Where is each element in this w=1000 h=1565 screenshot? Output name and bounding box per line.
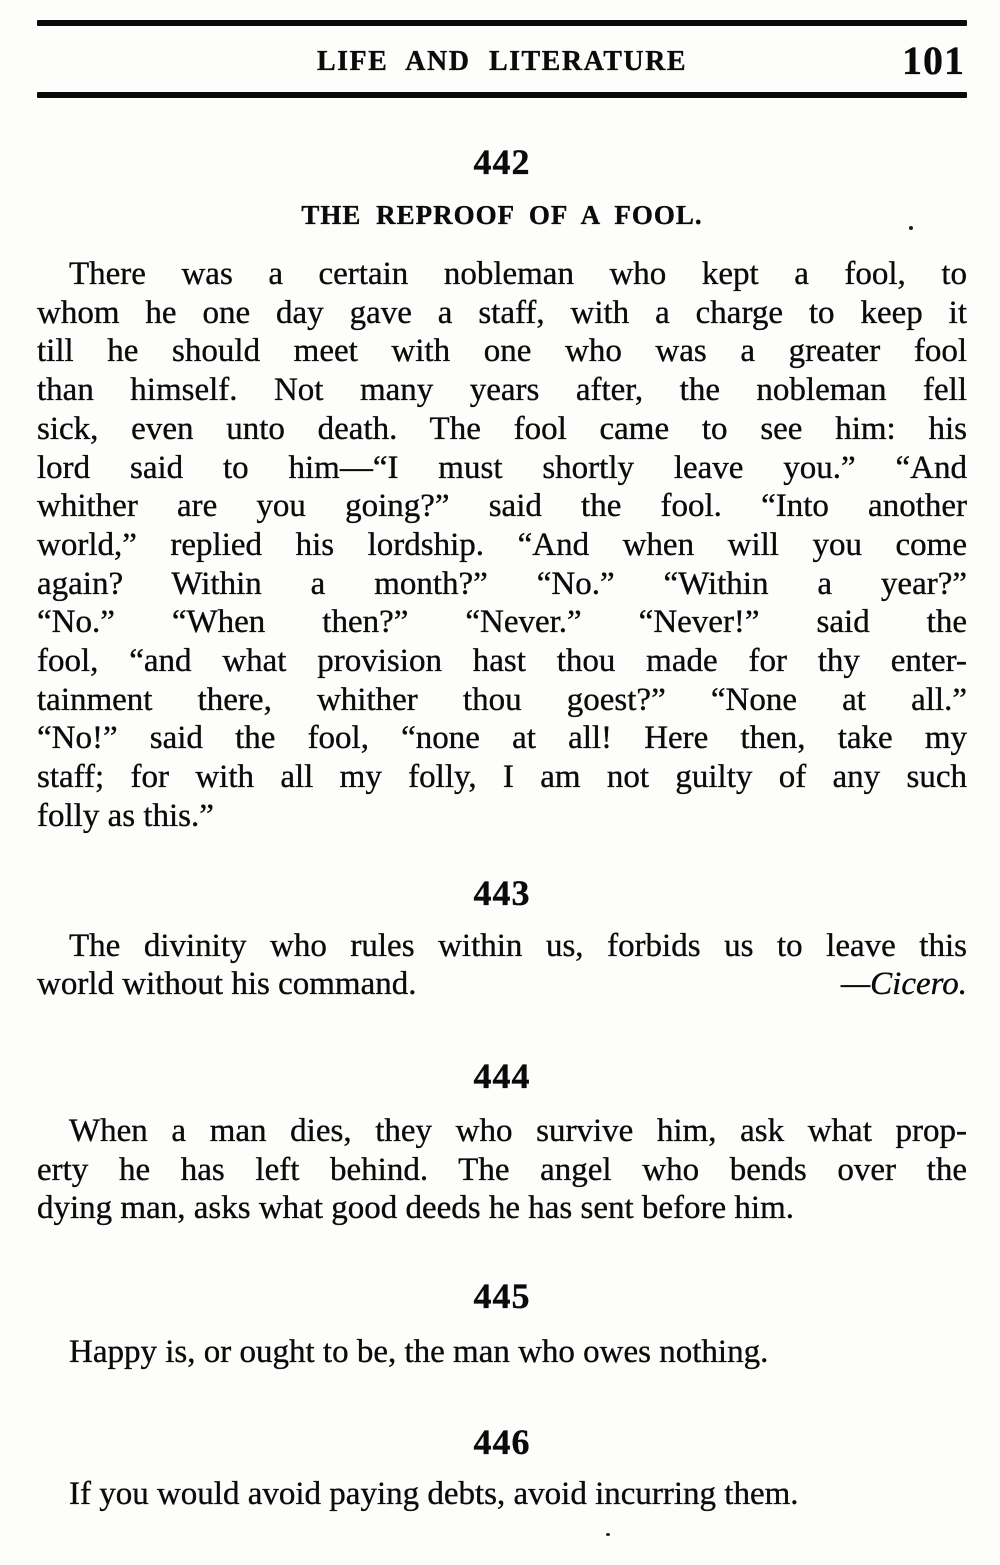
page-number: 101 (902, 38, 965, 83)
entry-number: 442 (473, 142, 531, 182)
running-title: LIFE AND LITERATURE (316, 46, 688, 77)
scan-speck (909, 226, 913, 230)
text-line: again? Within a month?” “No.” “Within a year?” (37, 565, 967, 602)
text-line (37, 965, 967, 1004)
entry-number: 446 (473, 1421, 531, 1462)
entry-number: 443 (473, 872, 531, 913)
entry-442 (37, 142, 967, 836)
entry-body (37, 1333, 967, 1372)
text-line: Happy is, or ought to be, the man who owes nothing. (69, 1334, 769, 1371)
attribution: —Cicero. (840, 966, 967, 1003)
text-line: than himself. Not many years after, the nobleman fell (37, 372, 967, 409)
entry-body (37, 927, 967, 1004)
entry-445 (37, 1276, 967, 1372)
text-line: world,” replied his lordship. “And when will you come (37, 526, 967, 563)
entry-body (37, 1112, 967, 1228)
entry-title: THE REPROOF OF A FOOL. (301, 200, 703, 230)
text-line: “No.” “When then?” “Never.” “Never!” said the (37, 604, 967, 641)
text-line: When a man dies, they who survive him, ask what prop- (69, 1112, 967, 1149)
text-line: erty he has left behind. The angel who bends over the (37, 1151, 967, 1188)
text-line: “No!” said the fool, “none at all! Here then, take my (37, 720, 967, 757)
text-line: If you would avoid paying debts, avoid incurring them. (69, 1475, 799, 1512)
entry-body (37, 1475, 967, 1514)
page-header (37, 20, 967, 98)
text-line: dying man, asks what good deeds he has sent before him. (37, 1190, 795, 1227)
text-line: folly as this.” (37, 797, 214, 834)
entry-number: 444 (473, 1055, 531, 1096)
entries-list (37, 142, 967, 1513)
text-line: sick, even unto death. The fool came to see him: his (37, 410, 967, 447)
text-line: tainment there, whither thou goest?” “None at all.” (37, 681, 967, 718)
text-line: The divinity who rules within us, forbids us to leave this (69, 927, 967, 964)
entry-body (37, 255, 967, 836)
text-line: whither are you going?” said the fool. “Into another (37, 488, 967, 525)
text-line: lord said to him—“I must shortly leave you.” “And (37, 449, 967, 486)
entry-443 (37, 873, 967, 1004)
entry-number: 445 (473, 1276, 531, 1317)
running-head (37, 26, 967, 92)
text-line: There was a certain nobleman who kept a fool, to (69, 256, 967, 292)
scan-speck (606, 1533, 610, 1536)
text-line: fool, “and what provision hast thou made for thy enter- (37, 643, 967, 680)
entry-446 (37, 1422, 967, 1514)
header-rule-bottom (37, 92, 967, 98)
entry-444 (37, 1056, 967, 1228)
text-line: staff; for with all my folly, I am not guilty of any such (37, 759, 967, 796)
text-line: till he should meet with one who was a greater fool (37, 333, 967, 370)
text-line-text: world without his command. (37, 966, 417, 1003)
text-line: whom he one day gave a staff, with a charge to keep it (37, 294, 967, 331)
